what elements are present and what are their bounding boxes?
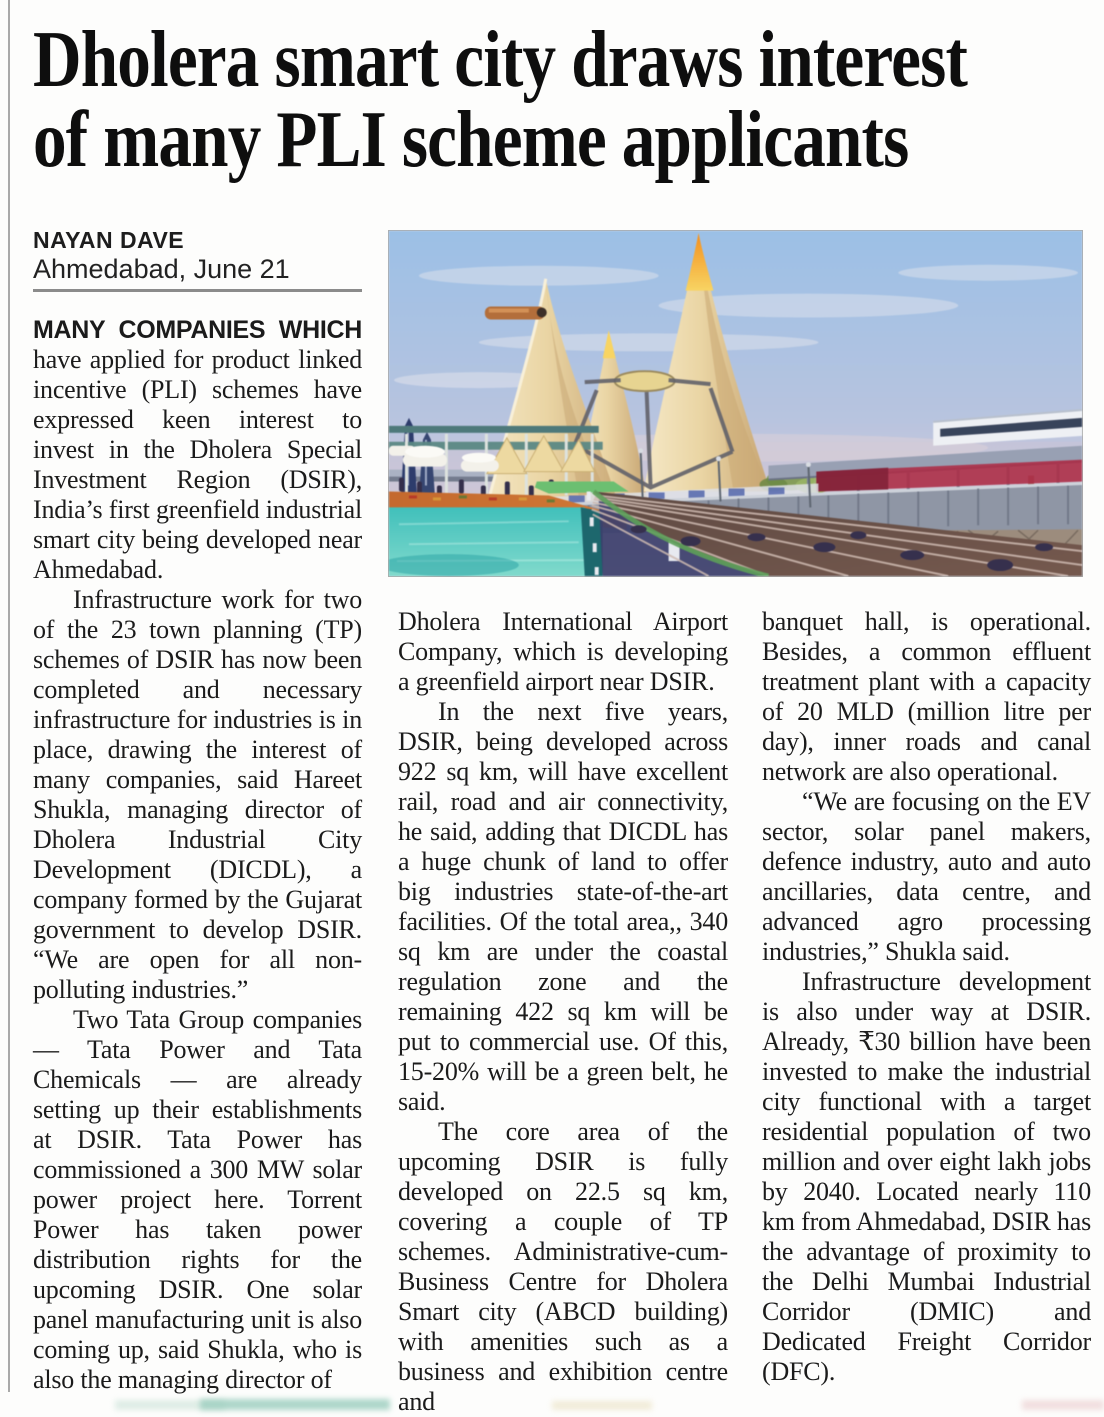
headline-line-1: Dholera smart city draws interest <box>33 16 968 104</box>
page-bottom-fragment <box>552 1401 652 1410</box>
column-divider-line <box>8 0 10 1392</box>
page-bottom-fragment <box>1022 1400 1104 1410</box>
text-column-2 <box>398 607 728 1417</box>
paragraph: Dholera International Airport Company, which is developing a greenfield airport near DSIR. <box>398 607 728 696</box>
byline-author: NAYAN DAVE <box>33 227 185 253</box>
dholera-render-illustration <box>389 231 1082 576</box>
headline-line-2: of many PLI scheme applicants <box>33 96 909 184</box>
page-bottom-fragment <box>200 1399 390 1410</box>
paragraph: “We are focusing on the EV sector, solar panel makers, defence industry, auto and auto ancillaries, data centre, and advanced agro processing industries,” Shukla said. <box>762 787 1091 966</box>
byline <box>33 226 290 285</box>
paragraph: The core area of the upcoming DSIR is fully developed on 22.5 sq km, covering a couple of TP schemes. Administrative-cum-Business Centre for Dholera Smart city (ABCD building) with amenities such as a business and exhibition centre and <box>398 1117 728 1416</box>
paragraph: banquet hall, is operational. Besides, a common effluent treatment plant with a capacity of 20 MLD (million litre per day), inner roads and canal network are also operational. <box>762 607 1091 786</box>
text-column-1 <box>33 315 362 1395</box>
canal-water <box>389 507 603 576</box>
paragraph: In the next five years, DSIR, being developed across 922 sq km, will have excellent rail, road and air connectivity, he said, adding that DICDL has a huge chunk of land to offer big industries state-of-the-art facilities. Of the total area,, 340 sq km are under the coastal regulation zone and the remaining 422 sq km will be put to commercial use. Of this, 15-20% will be a green belt, he said. <box>398 697 728 1116</box>
byline-dateline: Ahmedabad, June 21 <box>33 254 290 284</box>
paragraph-text: have applied for product linked incentive (PLI) schemes have expressed keen interest to invest in the Dholera Special Investment Region (DSIR), India’s first greenfield industrial smart city being developed near Ahmedabad. <box>33 345 362 584</box>
paragraph: Infrastructure development is also under way at DSIR. Already, ₹30 billion have been invested to make the industrial city functional with a target residential population of two million and over eight lakh jobs by 2040. Located nearly 110 km from Ahmedabad, DSIR has the advantage of proximity to the Delhi Mumbai Industrial Corridor (DMIC) and Dedicated Freight Corridor (DFC). <box>762 967 1091 1386</box>
paragraph: Two Tata Group companies — Tata Power and Tata Chemicals — are already setting up their establishments at DSIR. Tata Power has commissioned a 300 MW solar power project here. Torrent Power has taken power distribution rights for the upcoming DSIR. One solar panel manufacturing unit is also coming up, said Shukla, who is also the managing director of <box>33 1005 362 1394</box>
lead-paragraph <box>33 315 362 585</box>
article-photo <box>388 230 1083 577</box>
text-column-3 <box>762 607 1091 1387</box>
paragraph: Infrastructure work for two of the 23 town planning (TP) schemes of DSIR has now been completed and necessary infrastructure for industries is in place, drawing the interest of many companies, said Hareet Shukla, managing director of Dholera Industrial City Development (DICDL), a company formed by the Gujarat government to develop DSIR. “We are open for all non-polluting industries.” <box>33 585 362 1004</box>
headline <box>33 16 1104 184</box>
lead-in-text: MANY COMPANIES WHICH <box>33 316 362 344</box>
byline-rule <box>33 289 362 292</box>
lawn <box>535 482 629 494</box>
tower-beak <box>485 307 545 320</box>
